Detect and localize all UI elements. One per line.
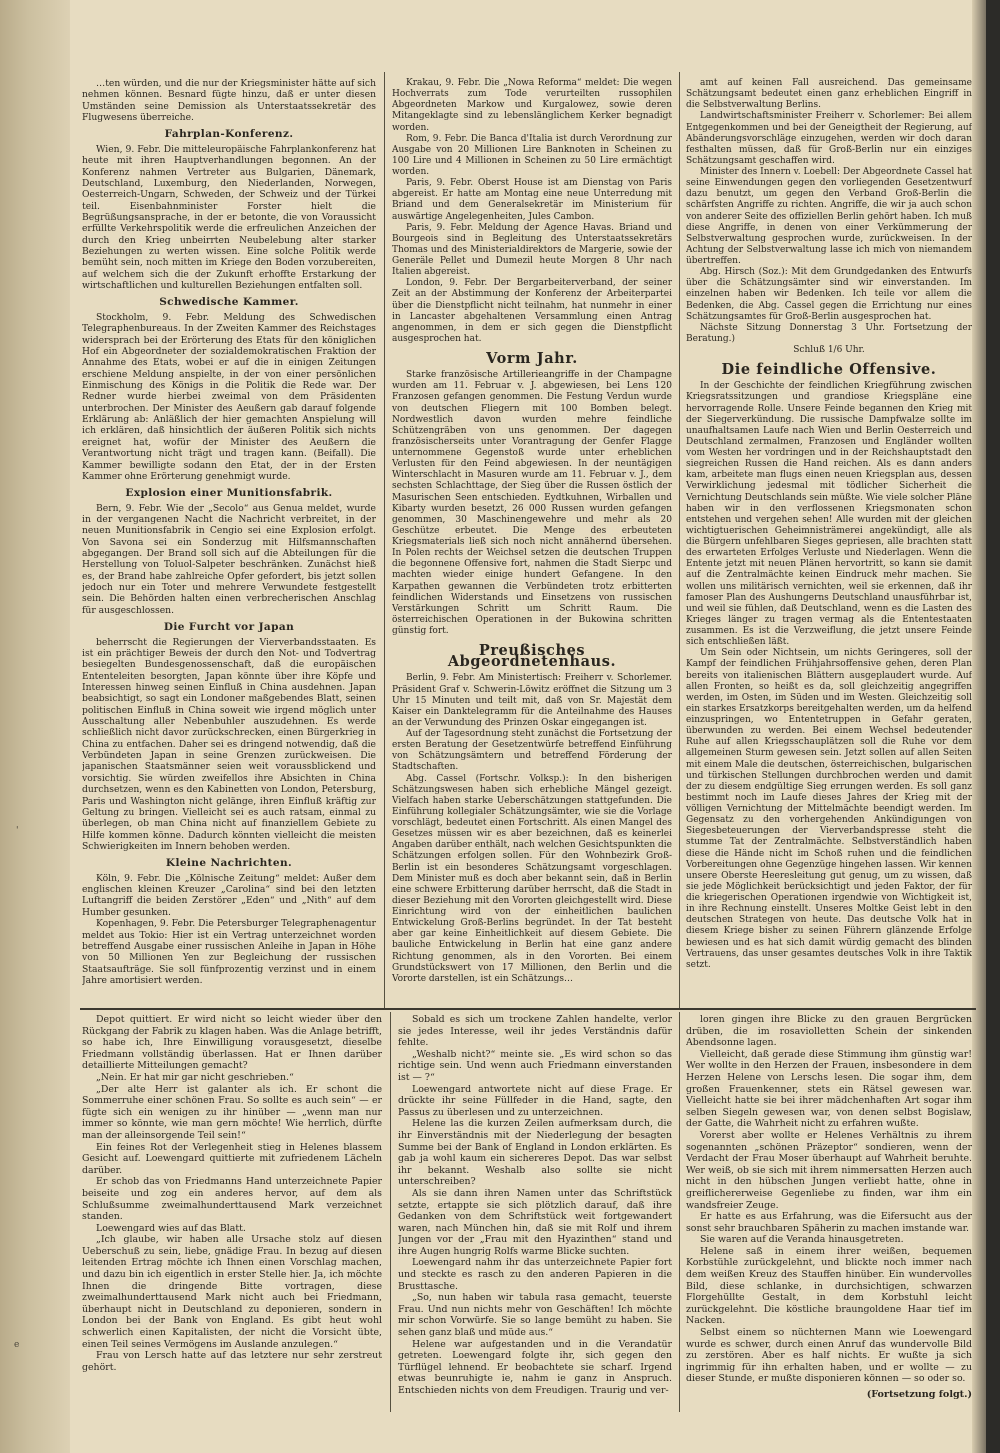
paragraph: Abg. Hirsch (Soz.): Mit dem Grundgedanken des Entwurfs über die Schätzungsämter sind wir einverstanden. Im einzelnen haben wir Bedenken. Ich teile vor allem die Bedenken, die Abg. Cassel gegen die Errichtung nur eines Schätzungsamtes für Groß-Berlin ausgesprochen hat. (686, 267, 972, 322)
paragraph: Sobald es sich um trockene Zahlen handelte, verlor sie jedes Interesse, weil ihr jedes Verständnis dafür fehlte. (398, 1014, 672, 1049)
paragraph: Vielleicht, daß gerade diese Stimmung ihm günstig war! Wer wollte in den Herzen der Frauen, insbesondere in dem Herzen Helene von Lerschs lesen. Die sogar ihm, dem großen Frauenkenner, stets ein Rätsel gewesen war. Vielleicht hatte sie bei ihrer mädchenhaften Art sogar ihm selben Siegeln gewesen war, von denen selbst Bogislaw, der Gatte, die Wahrheit nicht zu erfahren wußte. (686, 1048, 972, 1130)
paragraph: Rom, 9. Febr. Die Banca d'Italia ist durch Verordnung zur Ausgabe von 20 Millionen Lire Banknoten in Scheinen zu 100 Lire und 4 Millionen in Scheinen zu 50 Lire ermächtigt worden. (392, 133, 672, 177)
paragraph: „Nein. Er hat mir gar nicht geschrieben.“ (96, 1071, 294, 1083)
paragraph: beherrscht die Regierungen der Vierverbandsstaaten. Es ist ein prächtiger Beweis der durch den Not- und Todvertrag besiegelten Bundesgenossenschaft, daß die europäischen Ententeleiten besorgten, Japan könnte über ihre Köpfe und Interessen hinweg seinen Einfluß in China ausdehnen. Japan beabsichtigt, so sagt ein Londoner maßgebendes Blatt, seinen politischen Einfluß in China soweit wie irgend möglich unter Ausschaltung aller Nebenbuhler auszudehnen. Es werde schließlich nicht davor zurückschrecken, einen Bürgerkrieg in China zu entfachen. Daher sei es dringend notwendig, daß die Verbündeten Japan in seine Grenzen zurückweisen. Die japanischen Staatsmänner seien weit voraussblickend und vorsichtig. Sie würden zweifellos ihre Absichten in China durchsetzen, wenn es den Kabinetten von London, Petersburg, Paris und Washington nicht gelänge, ihren Einfluß kräftig zur Geltung zu bringen. Vielleicht sei es auch ratsam, einmal zu überlegen, ob man China nicht auf finanziellem Gebiete zu Hilfe kommen könne. Dadurch könnten vielleicht die meisten Schwierigkeiten im Innern behoben werden. (82, 636, 376, 852)
paragraph: Nächste Sitzung Donnerstag 3 Uhr. Fortsetzung der Beratung.) (686, 322, 972, 344)
paragraph: Um Sein oder Nichtsein, um nichts Geringeres, soll der Kampf der feindlichen Frühjahrsoffensive gehen, deren Plan bereits von italienischen Blättern ausgeplaudert wurde. Auf allen Fronten, so heißt es da, soll gleichzeitig angegriffen werden, im Osten, im Süden und im Westen. Gleichzeitig soll ein starkes Ersatzkorps bereitgehalten werden, um da helfend einzuspringen, wo Ententetruppen in Gefahr geraten, überwunden zu werden. Bei einem Wechsel bedeutender Ruhe auf allen Kriegsschauplätzen soll die Ruhe vor dem allgemeinen Sturm gewesen sein. Jetzt sollen auf allen Seiten mit einem Male die deutschen, österreichischen, bulgarischen und türkischen Stellungen durchbrochen werden und damit der zu diesem endgültige Sieg errungen werden. Es soll ganz bestimmt noch im Laufe dieses Jahres der Krieg mit der völligen Vernichtung der Mittelmächte beendigt werden. Im Gegensatz zu den vorhergehenden Ankündigungen von Siegesbeteuerungen der Vierverbandspresse steht die stumme Tat der Zentralmächte. Selbstverständlich haben diese die Hände nicht im Schoß ruhen und die feindlichen Vorbereitungen ohne Gegenzüge hingehen lassen. Wir kennen unsere Oberste Heeresleitung gut genug, um zu wissen, daß sie jede Möglichkeit berücksichtigt und jeden Faktor, der für die kriegerischen Operationen irgendwie von Wichtigkeit ist, in ihre Rechnung einstellt. Unseres Moltke Geist lebt in den deutschen Strategen von heute. Das deutsche Volk hat in diesem Kriege bisher zu seinen Führern glänzende Erfolge bewiesen und es hat sich damit würdig gemacht des blinden Vertrauens, das unser gesamtes deutsches Volk in ihre Taktik setzt. (686, 648, 972, 970)
paragraph: amt auf keinen Fall ausreichend. Das gemeinsame Schätzungsamt bedeutet einen ganz erheblichen Eingriff in die Selbstverwaltung Berlins. (686, 78, 972, 111)
paragraph: Landwirtschaftsminister Freiherr v. Schorlemer: Bei allem Entgegenkommen und bei der Geneigtheit der Regierung, auf Abänderungsvorschläge einzugehen, werden wir doch daran festhalten müssen, daß für Groß-Berlin nur ein einziges Schätzungsamt geschaffen wird. (686, 111, 972, 166)
paragraph: „Ich glaube, wir haben alle Ursache stolz auf diesen Ueberschuß zu sein, liebe, gnädige Frau. In bezug auf diesen leitenden Ertrag möchte ich Ihnen einen Vorschlag machen, und dazu bin ich eigentlich in erster Stelle hier. Ja, ich möchte Ihnen die dringende Bitte vortragen, diese zweimalhunderttausend Mark nicht auch bei Friedmann, überhaupt nicht in Deutschland zu deponieren, sondern in London bei der Bank von England. Es gibt heut wohl schwerlich einen Kapitalisten, der nicht die Vorsicht übte, einen Teil seines Vermögens im Auslande anzulegen.“ (82, 1234, 382, 1350)
section-heading: Fahrplan-Konferenz. (164, 128, 294, 141)
paragraph: Helene war aufgestanden und in die Verandatür getreten. Loewengard folgte ihr, sich gegen den Türflügel lehnend. Er beobachtete sie scharf. Irgend etwas beunruhigte ie, nahm ie ganz in Anspruch. Entschieden nichts von dem Freudigen. Traurig und ver- (398, 1338, 672, 1396)
continuation-note: (Fortsetzung folgt.) (866, 1389, 972, 1400)
binding-gutter (0, 0, 70, 1453)
paragraph: Starke französische Artillerieangriffe in der Champagne wurden am 11. Februar v. J. abgewiesen, bei Lens 120 Franzosen gefangen genommen. Die Festung Verdun wurde von deutschen Fliegern mit 100 Bomben belegt. Nordwestlich davon wurden mehre feindliche Schützengräben von uns genommen. Der dagegen französischerseits unter Vorantragung der Genfer Flagge unternommene Gegenstoß wurde unter erheblichen Verlusten für den Feind abgewiesen. In der neuntägigen Winterschlacht in Masuren wurde am 11. Februar v. J., dem sechsten Schlachttage, der Sieg über die Russen östlich der Masurischen Seen entschieden. Eydtkuhnen, Wirballen und Kibarty wurden besetzt, 26 000 Russen wurden gefangen genommen, 30 Maschinengewehre und mehr als 20 Geschütze erbeutet. Die Menge des erbeuteten Kriegsmaterials ließ sich noch nicht annähernd übersehen. In Polen rechts der Weichsel setzen die deutschen Truppen die begonnene Offensive fort, nahmen die Stadt Sierpc und machten wieder einige hundert Gefangene. In den Karpathen gewannen die Verbündeten trotz erbitterten feindlichen Widerstands und Einsetzens von russischen Verstärkungen Schritt um Schritt Raum. Die österreichischen Operationen in der Bukowina schritten günstig fort. (392, 370, 672, 636)
paragraph: Bern, 9. Febr. Wie der „Secolo“ aus Genua meldet, wurde in der vergangenen Nacht die Nachricht verbreitet, in der neuen Munitionsfabrik in Cengio sei eine Explosion erfolgt. Von Savona sei ein Sonderzug mit Hilfsmannschaften abgegangen. Der Brand soll sich auf die Abteilungen für die Herstellung von Toluol-Salpeter beschränken. Zunächst hieß es, der Brand habe zahlreiche Opfer gefordert, bis jetzt sollen jedoch nur ein Toter und mehrere Verwundete festgestellt sein. Die Behörden halten einen verbrecherischen Anschlag für ausgeschlossen. (82, 502, 376, 616)
lower-column-1 (82, 1014, 382, 1414)
paragraph: Frau von Lersch hatte auf das letztere nur sehr zerstreut gehört. (82, 1350, 382, 1373)
section-heading: Preußisches Abgeordnetenhaus. (447, 642, 617, 671)
paragraph: Krakau, 9. Febr. Die „Nowa Reforma“ meldet: Die wegen Hochverrats zum Tode verurteilten russophilen Abgeordneten Markow und Kurgalowez, sowie deren Mitangeklagte sind zu lebenslänglichem Kerker begnadigt worden. (392, 78, 672, 133)
paragraph: „Der alte Herr ist galanter als ich. Er schont die Sommerruhe einer schönen Frau. So sollte es auch sein“ — er fügte sich ein wenigen zu ihr hinüber — „wenn man nur immer so könnte, wie man gern möchte! Wie herrlich, dürfte man der alleinsorgende Teil sein!“ (82, 1083, 382, 1141)
paragraph: Helene saß in einem ihrer weißen, bequemen Korbstühle zurückgelehnt, und blickte noch immer nach dem weißen Kreuz des Stauffen hinüber. Ein wundervolles Bild, diese schlanke, in durchsichtigen, schwarzen Florgehüllte Gestalt, in dem Korbstuhl leicht zurückgelehnt. Die köstliche braungoldene Haar tief im Nacken. (686, 1245, 972, 1327)
paragraph: Stockholm, 9. Febr. Meldung des Schwedischen Telegraphenbureaus. In der Zweiten Kammer des Reichstages widersprach bei der Erörterung des Etats für den königlichen Hof ein Abgeordneter der sozialdemokratischen Fraktion der Annahme des Etats, wobei er auf die in einigen Zeitungen erschiene Meldung anspielte, in der von einer persönlichen Einmischung des Königs in die Politik die Rede war. Der Redner wurde hierbei zweimal von dem Präsidenten unterbrochen. Der Minister des Aeußern gab darauf folgende Erklärung ab: Anläßlich der hier gemachten Anspielung will ich erklären, daß hinsichtlich der äußeren Politik sich nichts ereignet hat, wofür der Minister des Aeußern die Verantwortung nicht trägt und tragen kann. (Beifall). Die Kammer bewilligte sodann den Etat, der in der Ersten Kammer ohne Erörterung genehmigt wurde. (82, 311, 376, 482)
section-heading: Explosion einer Munitionsfabrik. (125, 487, 333, 500)
paragraph: Berlin, 9. Febr. Am Ministertisch: Freiherr v. Schorlemer. Präsident Graf v. Schwerin-Löwitz eröffnet die Sitzung um 3 Uhr 15 Minuten und teilt mit, daß von Sr. Majestät dem Kaiser ein Danktelegramm für die Anteilnahme des Hauses an der Verwundung des Prinzen Oskar eingegangen ist. (392, 673, 672, 728)
paragraph: Schluß 1/6 Uhr. (793, 345, 865, 355)
paragraph: Minister des Innern v. Loebell: Der Abgeordnete Cassel hat seine Einwendungen gegen den vorliegenden Gesetzentwurf dazu benutzt, um gegen den Verband Groß-Berlin die schärfsten Angriffe zu richten. Angriffe, die wir ja auch schon von anderer Seite des offiziellen Berlin gehört haben. Ich muß diese Angriffe, in denen von einer Verkümmerung der Selbstverwaltung gesprochen wurde, zurückweisen. In der Achtung der Selbstverwaltung lasse ich mich von niemandem übertreffen. (686, 167, 972, 266)
paragraph: Ein feines Rot der Verlegenheit stieg in Helenes blassem Gesicht auf. Loewengard quittierte mit zufriedenem Lächeln darüber. (82, 1141, 382, 1176)
paragraph: „So, nun haben wir tabula rasa gemacht, teuerste Frau. Und nun nichts mehr von Geschäften! Ich möchte mir schon Vorwürfe. Sie so lange bemüht zu haben. Sie sehen ganz blaß und müde aus.“ (398, 1292, 672, 1339)
margin-mark: ' (16, 826, 19, 836)
paragraph: „Weshalb nicht?“ meinte sie. „Es wird schon so das richtige sein. Und wenn auch Friedmann einverstanden ist — ?“ (398, 1048, 672, 1083)
paragraph: Selbst einem so nüchternen Mann wie Loewengard wurde es schwer, durch einen Anruf das wundervolle Bild zu zerstören. Aber es half nichts. Er wußte ja sich ingrimmig für ihn erhalten haben, und er wollte — zu dieser Stunde, er mußte disponieren können — so oder so. (686, 1327, 972, 1385)
section-heading: Schwedische Kammer. (159, 296, 299, 309)
upper-column-1 (82, 78, 376, 1002)
column-rule (679, 72, 680, 1008)
section-heading: Vorm Jahr. (486, 350, 578, 367)
section-heading: Die feindliche Offensive. (721, 361, 937, 379)
section-heading: Kleine Nachrichten. (165, 857, 293, 870)
paragraph: Sie waren auf die Veranda hinausgetreten. (700, 1234, 904, 1246)
paragraph: loren gingen ihre Blicke zu den grauen Bergrücken drüben, die im rosaviolletten Schein der sinkenden Abendsonne lagen. (686, 1014, 972, 1049)
paragraph: Loewengard antwortete nicht auf diese Frage. Er drückte ihr seine Füllfeder in die Hand, sagte, den Passus zu überlesen und zu unterzeichnen. (398, 1083, 672, 1118)
paragraph: Kopenhagen, 9. Febr. Die Petersburger Telegraphenagentur meldet aus Tokio: Hier ist ein Vertrag unterzeichnet worden betreffend Ausgabe einer russischen Anleihe in Japan in Höhe von 50 Millionen Yen zur Begleichung der russischen Staatsaufträge. Sie soll fünfprozentig verzinst und in einem Jahre amortisiert werden. (82, 918, 376, 986)
paragraph: Paris, 9. Febr. Oberst House ist am Dienstag von Paris abgereist. Er hatte am Montag eine neue Unterredung mit Briand und dem Generalsekretär im Ministerium für auswärtige Angelegenheiten, Jules Cambon. (392, 178, 672, 222)
paragraph: Helene las die kurzen Zeilen aufmerksam durch, die ihr Einverständnis mit der Niederlegung der besagten Summe bei der Bank of England in London erklärten. Es gab ja wohl kaum ein sichereres Depot. Das war selbst ihr bekannt. Weshalb also sollte sie nicht unterschreiben? (398, 1118, 672, 1188)
paragraph: Vorerst aber wollte er Helenes Verhältnis zu ihrem sogenannten „schönen Präzeptor“ sondieren, wenn der Verdacht der Frau Moser überhaupt auf Wahrheit beruhte. Wer weiß, ob sie sich mit ihrem nimmersatten Herzen auch nicht in den hübschen Jungen verliebt hatte, ohne in greiflichererweise Gegenliebe zu finden, war ihm ein wandsfreier Zeuge. (686, 1129, 972, 1211)
paragraph: …ten würden, und die nur der Kriegsminister hätte auf sich nehmen können. Besnard fügte hinzu, daß er unter diesen Umständen seine Demission als Unterstaatssekretär des Flugwesens überreiche. (82, 78, 376, 124)
column-rule (390, 1012, 391, 1412)
paragraph: In der Geschichte der feindlichen Kriegführung zwischen Kriegsratssitzungen und grandiose Kriegspläne eine hervorragende Rolle. Unsere Feinde begannen den Krieg mit der Siegerverkündung. Die russische Dampfwalze sollte im unaufhaltsamen Laufe nach Wien und Berlin Oesterreich und Deutschland zermalmen, Franzosen und Engländer wollten vom Westen her vordringen und in der Reichshauptstadt den siegreichen Russen die Hand reichen. Als es dann anders kam, arbeitete man flugs einen neuen Kriegsplan aus, dessen Verwirklichung jedesmal mit tödlicher Sicherheit die Vernichtung Deutschlands sein müßte. Wie viele solcher Pläne haben wir in den verflossenen Kriegsmonaten schon entstehen und vergehen sehen! Alle wurden mit der gleichen wichtigtuerischen Geheimnisträmerei angekündigt, alle als die Bürgern unfehlbaren Sieges gepriesen, alle brachten statt des erwarteten Erfolges Verluste und Niederlagen. Wenn die Entente jetzt mit neuen Plänen hervortritt, so kann sie damit auf die Zentralmächte keinen Eindruck mehr machen. Sie wollen uns militärisch vernichten, weil sie erkennen, daß ihr famoser Plan des Aushungerns Deutschland unausführbar ist, und weil sie fühlen, daß Deutschland, wenn es die Lasten des Krieges länger zu tragen vermag als die Ententestaaten zusammen. Es ist die Verzweiflung, die jetzt unsere Feinde sich entschließen läßt. (686, 381, 972, 648)
lower-column-2 (398, 1014, 672, 1414)
paragraph: Paris, 9. Febr. Meldung der Agence Havas. Briand und Bourgeois sind in Begleitung des Unterstaatssekretärs Thomas und des Ministerialdirektors de Margerie, sowie der Generäle Pellet und Dumezil heute Morgen 8 Uhr nach Italien abgereist. (392, 222, 672, 278)
page-edge (972, 0, 986, 1453)
section-divider (80, 1008, 976, 1010)
paragraph: Abg. Cassel (Fortschr. Volksp.): In den bisherigen Schätzungswesen haben sich erhebliche Mängel gezeigt. Vielfach haben starke Ueberschätzungen stattgefunden. Die Einführung kollegialer Schätzungsämter, wie sie die Vorlage vorschlägt, bedeutet einen Fortschritt. Als einen Mangel des Gesetzes müssen wir es aber bezeichnen, daß es keinerlei Angaben darüber enthält, nach welchen Gesichtspunkten die Schätzungen erfolgen sollen. Für den Wohnbezirk Groß-Berlin ist ein besonderes Schätzungsamt vorgeschlagen. Dem Minister muß es doch aber bekannt sein, daß in Berlin eine schwere Erbitterung darüber herrscht, daß die Stadt in dieser Beziehung mit den Vororten gleichgestellt wird. Diese Einrichtung wird von der einheitlichen baulichen Entwickelung Groß-Berlins begründet. In der Tat besteht aber gar keine Einheitlichkeit auf diesem Gebiete. Die bauliche Entwickelung in Berlin hat eine ganz andere Richtung genommen, als in den Vororten. Bei einem Grundstückswert von 17 Millionen, den Berlin und die Vororte darstellen, ist ein Schätzungs… (392, 773, 672, 984)
paragraph: Köln, 9. Febr. Die „Kölnische Zeitung“ meldet: Außer dem englischen kleinen Kreuzer „Carolina“ sind bei den letzten Luftangriff die beiden Zerstörer „Eden“ und „Nith“ auf dem Humber gesunken. (82, 872, 376, 918)
column-rule (679, 1012, 680, 1412)
lower-column-3 (686, 1014, 972, 1414)
upper-column-2 (392, 78, 672, 1002)
paragraph: Als sie dann ihren Namen unter das Schriftstück setzte, ertappte sie sich plötzlich darauf, daß ihre Gedanken von dem Schriftstück weit fortgewandert waren, nach München hin, daß sie mit Rolf und ihrem Jungen vor der „Frau mit den Hyazinthen“ stand und ihre Augen hungrig Rolfs warme Blicke suchten. (398, 1187, 672, 1257)
margin-mark: e (14, 1340, 20, 1350)
paragraph: Er schob das von Friedmanns Hand unterzeichnete Papier beiseite und zog ein anderes hervor, auf dem als Schlußsumme zweimalhunderttausend Mark verzeichnet standen. (82, 1176, 382, 1223)
paragraph: Er hatte es aus Erfahrung, was die Eifersucht aus der sonst sehr brauchbaren Späherin zu machen imstande war. (686, 1211, 972, 1234)
upper-column-3 (686, 78, 972, 1002)
paragraph: London, 9. Febr. Der Bergarbeiterverband, der seiner Zeit an der Abstimmung der Konferenz der Arbeiterpartei über die Dienstpflicht nicht teilnahm, hat nunmehr in einer in Lancaster abgehaltenen Versammlung einen Antrag angenommen, in dem er sich gegen die Dienstpflicht ausgesprochen hat. (392, 278, 672, 344)
paragraph: Auf der Tagesordnung steht zunächst die Fortsetzung der ersten Beratung der Gesetzentwürfe betreffend Einführung von Schätzungsämtern und betreffend Förderung der Stadtschaften. (392, 729, 672, 773)
paragraph: Depot quittiert. Er wird nicht so leicht wieder über den Rückgang der Fabrik zu klagen haben. Was die Anlage betrifft, so habe ich, Ihre Einwilligung vorausgesetzt, dieselbe Friedmann vollständig überlassen. Hat er Ihnen darüber detaillierte Mitteilungen gemacht? (82, 1014, 382, 1072)
paragraph: Loewengard nahm ihr das unterzeichnete Papier fort und steckte es rasch zu den anderen Papieren in die Brusttasche. (398, 1257, 672, 1292)
section-heading: Die Furcht vor Japan (163, 621, 295, 634)
paragraph: Wien, 9. Febr. Die mitteleuropäische Fahrplankonferenz hat heute mit ihren Hauptverhandlungen begonnen. An der Konferenz nahmen Vertreter aus Bulgarien, Dänemark, Deutschland, Luxemburg, den Niederlanden, Norwegen, Oesterreich-Ungarn, Schweden, der Schweiz und der Türkei teil. Eisenbahnminister Forster hielt die Begrüßungsansprache, in der er betonte, die von Voraussicht erfüllte Verkehrspolitik werde die erfreulichen Anzeichen der durch den Krieg unbeirrten Neubelebung alter starker Beziehungen zu werten wissen. Eine solche Politik werde bemüht sein, noch mitten im Kriege den Boden vorzubereiten, auf welchem sich die der Zukunft erhoffte Erstarkung der wirtschaftlichen und kulturellen Beziehungen entfalten soll. (82, 143, 376, 292)
column-rule (384, 72, 385, 1008)
paragraph: Loewengard wies auf das Blatt. (96, 1222, 246, 1234)
